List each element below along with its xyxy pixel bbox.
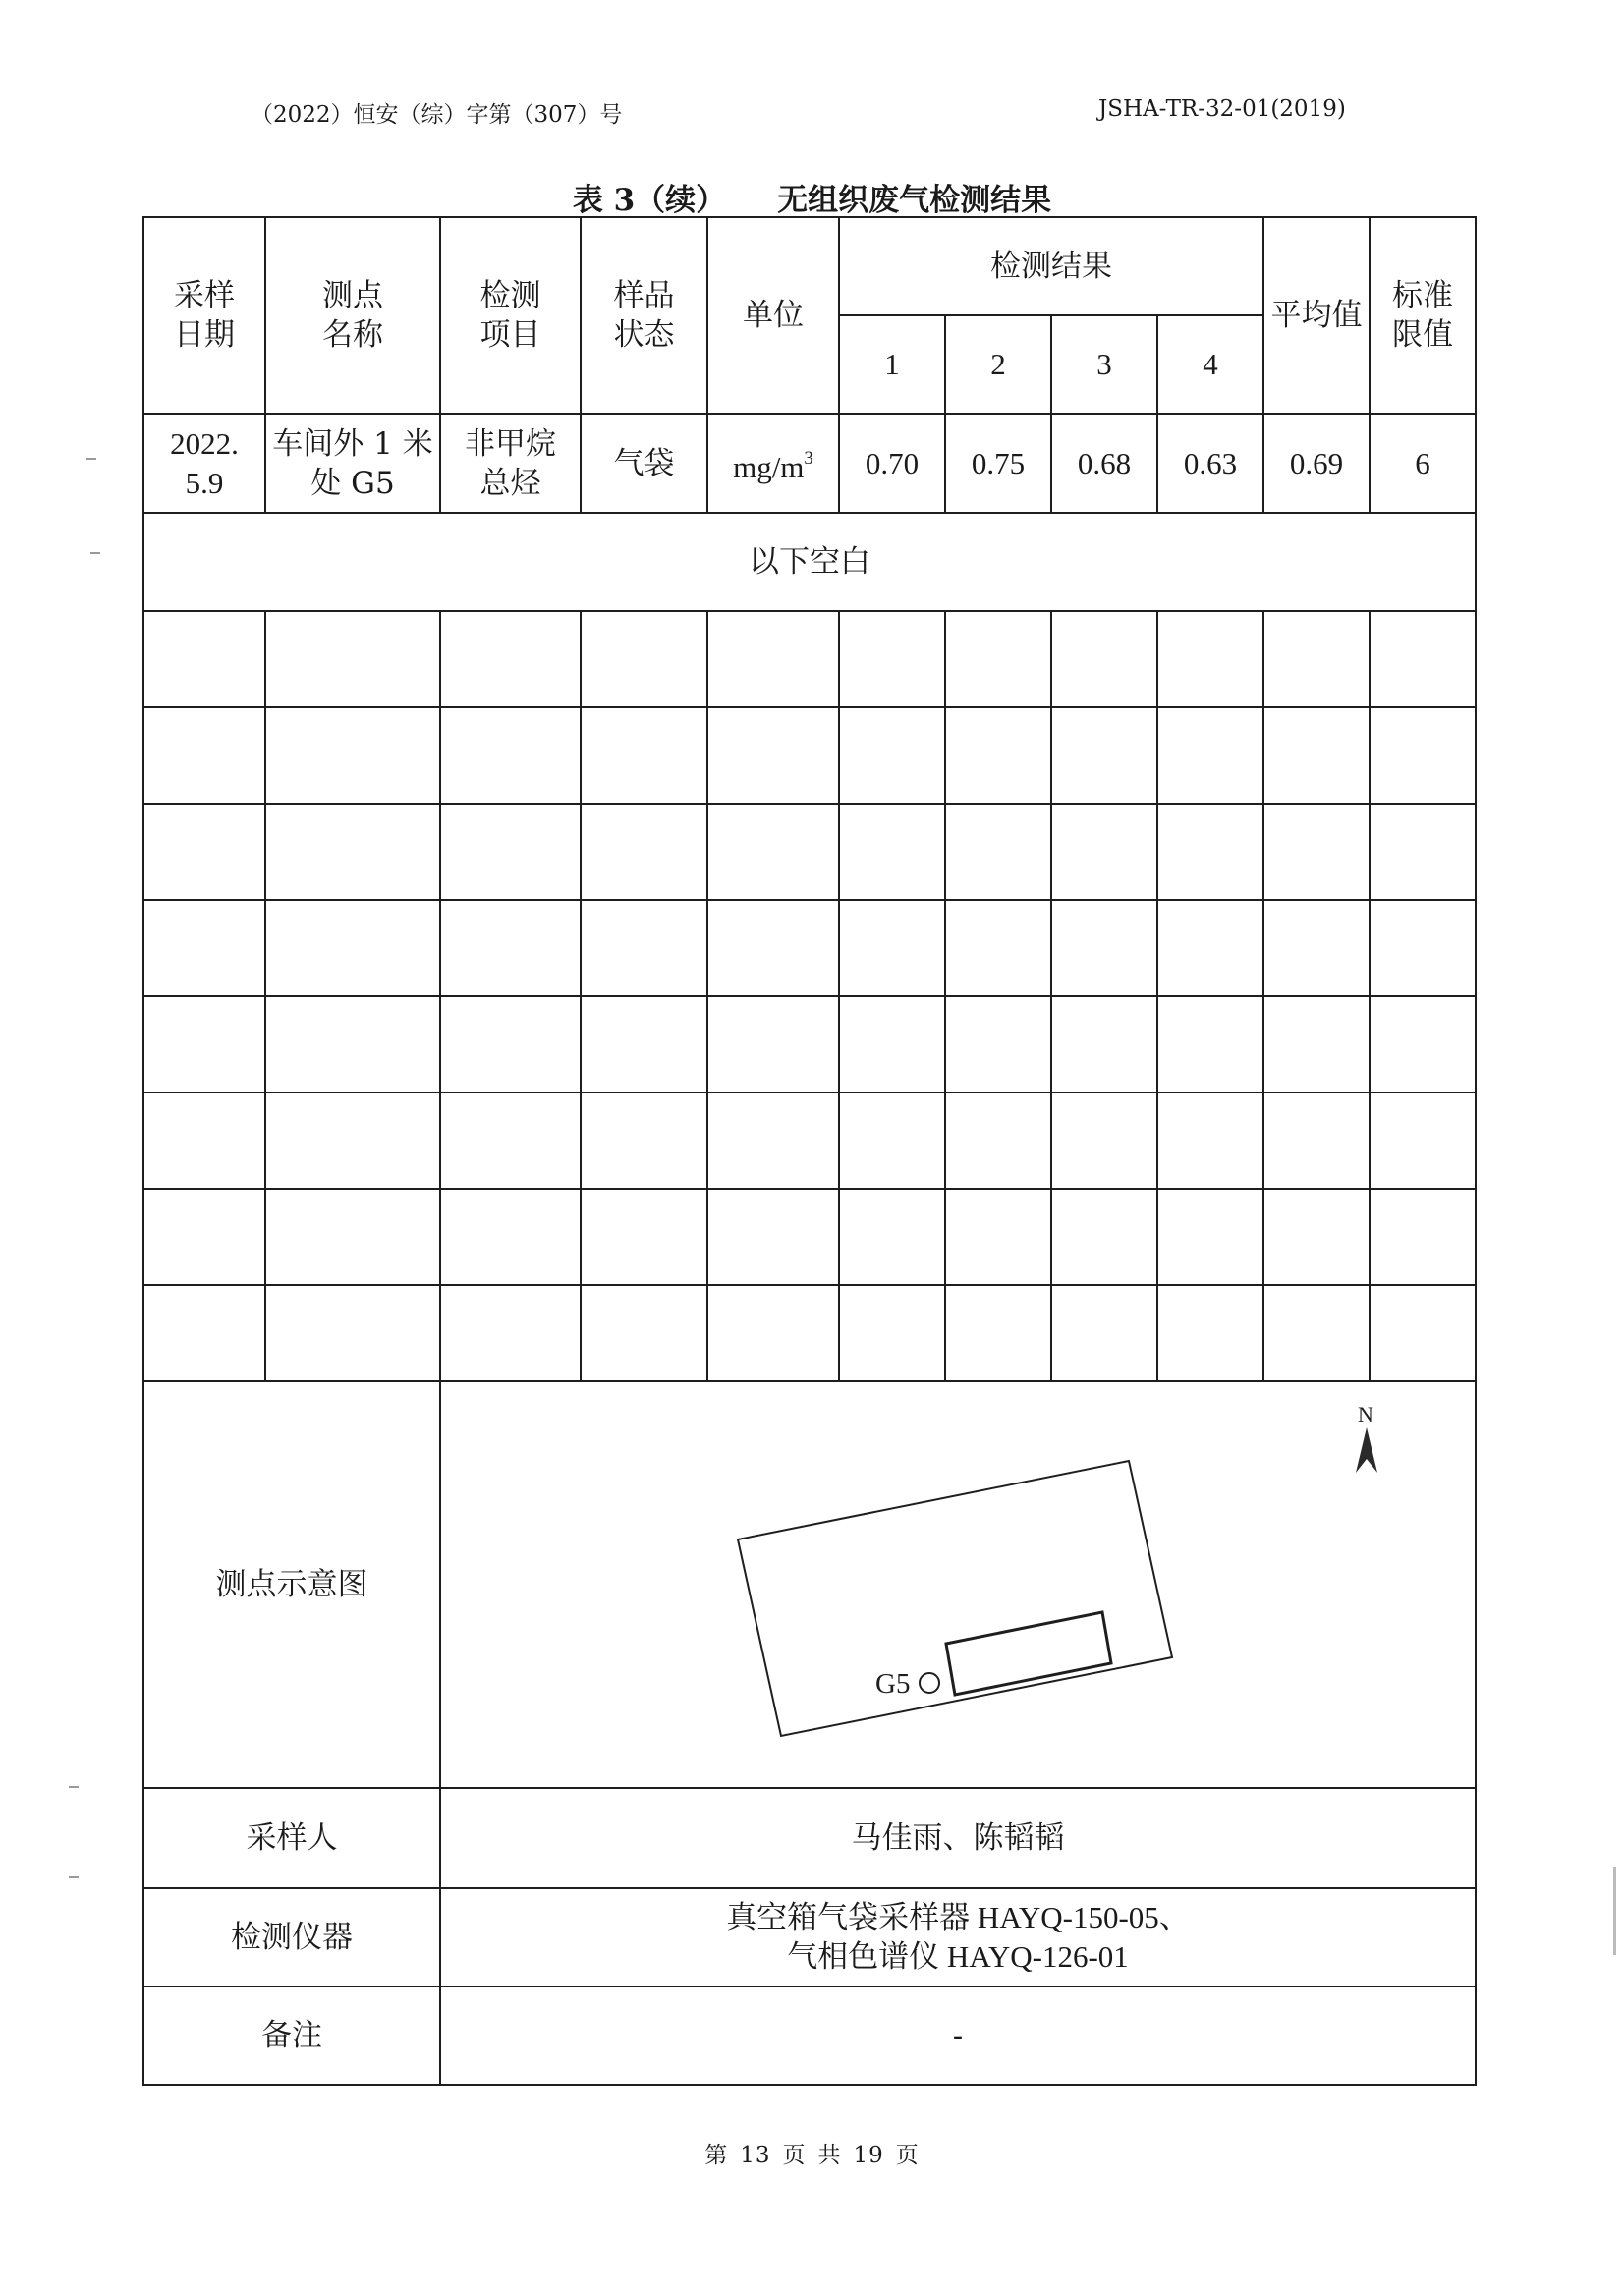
site-diagram-svg — [441, 1382, 1475, 1787]
document-code: JSHA-TR-32-01(2019) — [1098, 96, 1346, 122]
blank-row — [143, 707, 1476, 804]
result-col-3: 3 — [1051, 315, 1157, 414]
diagram-row — [143, 1381, 1476, 1788]
result-col-1: 1 — [839, 315, 945, 414]
table-title — [0, 175, 1624, 219]
report-number: （2022）恒安（综）字第（307）号 — [251, 102, 623, 128]
instrument-line-2: 气相色谱仪 HAYQ-126-01 — [787, 1939, 1129, 1974]
instrument-value — [440, 1888, 1476, 1987]
cell-date — [143, 414, 265, 513]
cell-limit: 6 — [1370, 414, 1476, 513]
cell-unit — [707, 414, 839, 513]
diagram-cell — [440, 1381, 1476, 1788]
result-col-2: 2 — [945, 315, 1051, 414]
cell-result-1: 0.70 — [839, 414, 945, 513]
col-average-header: 平均值 — [1263, 217, 1370, 414]
blank-row — [143, 996, 1476, 1092]
table-row — [143, 414, 1476, 513]
blank-row — [143, 611, 1476, 707]
cell-point-l1: 车间外 1 米 — [272, 425, 433, 462]
blank-note: 以下空白 — [143, 513, 1476, 611]
col-state-header-l1: 样品 — [613, 278, 675, 313]
cell-result-3: 0.68 — [1051, 414, 1157, 513]
cell-date-l2: 5.9 — [185, 465, 224, 500]
sampler-row — [143, 1788, 1476, 1888]
north-label: N — [1358, 1402, 1373, 1427]
sampler-value: 马佳雨、陈韬韬 — [440, 1788, 1476, 1888]
cell-item-l2: 总烃 — [479, 465, 541, 501]
cell-result-2: 0.75 — [945, 414, 1051, 513]
cell-item-l1: 非甲烷 — [465, 425, 556, 462]
blank-note-row — [143, 513, 1476, 611]
sampling-point-marker — [920, 1673, 939, 1693]
header-row-1 — [143, 217, 1476, 315]
col-limit-header-l2: 限值 — [1392, 317, 1453, 353]
cell-item — [440, 414, 581, 513]
blank-row — [143, 1189, 1476, 1285]
blank-row — [143, 1092, 1476, 1189]
cell-state: 气袋 — [581, 414, 707, 513]
page-number: 13 — [740, 2143, 771, 2168]
sampling-point-label: G5 — [875, 1668, 911, 1700]
table-title-prefix: 表 3（续） — [572, 183, 727, 218]
footer-word-1: 第 — [704, 2143, 729, 2168]
instrument-line-1: 真空箱气袋采样器 HAYQ-150-05、 — [726, 1900, 1190, 1934]
table-title-name: 无组织废气检测结果 — [777, 183, 1052, 218]
col-item-header — [440, 217, 581, 414]
col-date-header-l1: 采样 — [174, 278, 235, 313]
result-col-4: 4 — [1157, 315, 1263, 414]
col-state-header — [581, 217, 707, 414]
footer-word-4: 页 — [895, 2143, 920, 2168]
cell-date-l1: 2022. — [170, 425, 239, 461]
col-item-header-l1: 检测 — [479, 278, 541, 313]
page-footer — [0, 2137, 1624, 2169]
cell-point-l2: 处 G5 — [310, 465, 395, 501]
workshop-building — [946, 1612, 1111, 1695]
diagram-label: 测点示意图 — [143, 1381, 440, 1788]
col-limit-header — [1370, 217, 1476, 414]
remarks-value: - — [440, 1987, 1476, 2085]
col-date-header-l2: 日期 — [174, 317, 235, 353]
remarks-label: 备注 — [143, 1987, 440, 2085]
footer-word-3: 共 — [817, 2143, 842, 2168]
scan-speck — [86, 458, 96, 460]
footer-word-2: 页 — [782, 2143, 807, 2168]
col-point-header — [265, 217, 440, 414]
blank-row — [143, 804, 1476, 900]
remarks-row — [143, 1987, 1476, 2085]
instrument-row — [143, 1888, 1476, 1987]
sampler-label: 采样人 — [143, 1788, 440, 1888]
total-pages: 19 — [853, 2143, 884, 2168]
blank-row — [143, 1285, 1476, 1381]
cell-point — [265, 414, 440, 513]
col-item-header-l2: 项目 — [479, 317, 541, 353]
col-limit-header-l1: 标准 — [1392, 278, 1453, 313]
col-point-header-l2: 名称 — [322, 317, 383, 353]
results-table — [142, 216, 1477, 2086]
col-date-header — [143, 217, 265, 414]
scan-speck — [69, 1876, 79, 1878]
blank-row — [143, 900, 1476, 996]
north-arrow-icon — [1356, 1427, 1377, 1473]
scan-edge-mark — [1613, 1867, 1616, 1955]
cell-average: 0.69 — [1263, 414, 1370, 513]
col-state-header-l2: 状态 — [613, 317, 675, 353]
col-unit-header: 单位 — [707, 217, 839, 414]
unit-base: mg/m — [733, 450, 805, 484]
scan-speck — [90, 552, 100, 554]
cell-result-4: 0.63 — [1157, 414, 1263, 513]
scan-speck — [69, 1786, 79, 1788]
site-diagram — [441, 1382, 1475, 1787]
instrument-label: 检测仪器 — [143, 1888, 440, 1987]
col-results-header: 检测结果 — [839, 217, 1263, 315]
col-point-header-l1: 测点 — [322, 278, 383, 313]
unit-superscript: 3 — [804, 448, 813, 469]
